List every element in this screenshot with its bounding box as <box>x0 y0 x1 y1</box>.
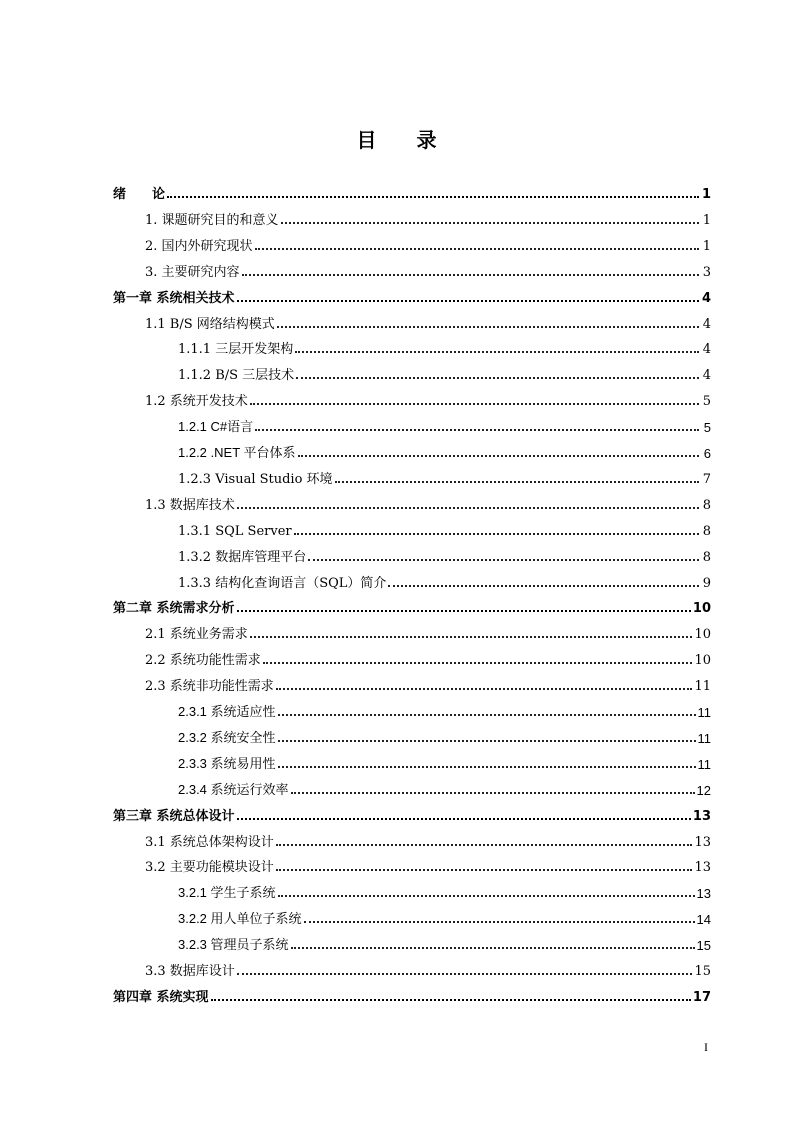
toc-leader-dots <box>237 972 693 975</box>
toc-entry-page: 11 <box>697 705 711 720</box>
toc-entry-label: 第一章 系统相关技术 <box>113 290 235 306</box>
toc-entry-level-2[interactable] <box>145 668 711 694</box>
toc-entry-label: 1.3.1 SQL Server <box>178 523 292 539</box>
toc-leader-dots <box>276 868 693 871</box>
toc-entry-level-3[interactable] <box>178 461 711 487</box>
page-number: I <box>704 1040 708 1054</box>
toc-entry-level-3[interactable] <box>178 720 711 746</box>
toc-entry-level-3[interactable] <box>178 901 711 927</box>
toc-entry-label: 2.3.4 系统运行效率 <box>178 781 289 797</box>
toc-entry-level-3[interactable] <box>178 513 711 539</box>
toc-entry-level-2[interactable] <box>145 824 711 850</box>
toc-leader-dots <box>277 325 699 328</box>
toc-entry-level-2[interactable] <box>145 202 711 228</box>
toc-entry-label: 1.3 数据库技术 <box>145 497 235 513</box>
toc-entry-level-3[interactable] <box>178 409 711 435</box>
toc-leader-dots <box>298 454 699 457</box>
toc-leader-dots <box>250 402 699 405</box>
toc-entry-label: 第三章 系统总体设计 <box>113 808 235 824</box>
toc-leader-dots <box>278 765 696 768</box>
toc-entry-page: 17 <box>692 989 711 1005</box>
toc-leader-dots <box>304 920 695 923</box>
toc-entry-page: 3 <box>702 264 711 280</box>
toc-entry-label: 3. 主要研究内容 <box>145 264 240 280</box>
toc-entry-label: 2.2 系统功能性需求 <box>145 653 261 669</box>
toc-leader-dots <box>276 843 693 846</box>
toc-entry-page: 1 <box>702 212 711 228</box>
toc-entry-level-2[interactable] <box>145 487 711 513</box>
toc-entry-page: 8 <box>702 497 711 513</box>
toc-entry-label: 2.1 系统业务需求 <box>145 627 248 643</box>
toc-leader-dots <box>278 894 695 897</box>
toc-entry-page: 4 <box>702 368 711 384</box>
toc-leader-dots <box>237 609 691 612</box>
toc-entry-level-1[interactable] <box>113 979 711 1005</box>
toc-entry-label: 绪 论 <box>113 187 166 202</box>
toc-leader-dots <box>242 273 699 276</box>
page-title-part2: 录 <box>416 128 437 152</box>
toc-entry-page: 10 <box>694 627 711 643</box>
toc-entry-label: 3.2.3 管理员子系统 <box>178 937 289 953</box>
toc-entry-page: 5 <box>703 420 711 436</box>
toc-entry-level-2[interactable] <box>145 953 711 979</box>
toc-entry-level-2[interactable] <box>145 254 711 280</box>
toc-entry-level-1[interactable] <box>113 798 711 824</box>
toc-leader-dots <box>281 221 699 224</box>
toc-entry-page: 1 <box>701 187 711 202</box>
toc-entry-level-2[interactable] <box>145 306 711 332</box>
toc-leader-dots <box>294 532 699 535</box>
toc-entry-label: 2. 国内外研究现状 <box>145 238 253 254</box>
toc-entry-page: 4 <box>702 342 711 358</box>
toc-entry-label: 1.2.3 Visual Studio 环境 <box>178 471 333 487</box>
toc-entry-label: 1.3.2 数据库管理平台 <box>178 549 307 565</box>
toc-entry-label: 2.3.2 系统安全性 <box>178 729 276 745</box>
toc-entry-level-3[interactable] <box>178 357 711 383</box>
toc-entry-page: 15 <box>694 964 711 979</box>
toc-leader-dots <box>255 428 699 431</box>
toc-entry-label: 1.1.2 B/S 三层技术 <box>178 368 295 384</box>
toc-entry-page: 13 <box>696 886 711 902</box>
toc-leader-dots <box>237 506 699 509</box>
toc-entry-label: 1.2.2 .NET 平台体系 <box>178 445 296 460</box>
toc-entry-level-1[interactable] <box>113 590 711 616</box>
toc-entry-label: 3.2.2 用人单位子系统 <box>178 911 302 927</box>
toc-entry-level-3[interactable] <box>178 435 711 461</box>
toc-entry-page: 11 <box>694 679 711 695</box>
toc-entry-label: 第二章 系统需求分析 <box>113 601 235 617</box>
toc-entry-level-3[interactable] <box>178 694 711 720</box>
toc-entry-level-3[interactable] <box>178 772 711 798</box>
toc-entry-level-2[interactable] <box>145 849 711 875</box>
toc-entry-level-3[interactable] <box>178 875 711 901</box>
toc-leader-dots <box>250 635 693 638</box>
toc-entry-level-3[interactable] <box>178 565 711 591</box>
toc-entry-page: 11 <box>697 756 711 772</box>
toc-entry-label: 3.2.1 学生子系统 <box>178 885 276 901</box>
toc-entry-level-2[interactable] <box>145 383 711 409</box>
toc-entry-level-1[interactable] <box>113 176 711 202</box>
toc-leader-dots <box>237 299 699 302</box>
toc-leader-dots <box>278 713 696 716</box>
toc-entry-label: 1.3.3 结构化查询语言（SQL）简介 <box>178 575 387 591</box>
toc-entry-page: 4 <box>701 290 711 306</box>
toc-entry-level-2[interactable] <box>145 642 711 668</box>
toc-leader-dots <box>276 687 693 690</box>
toc-entry-level-3[interactable] <box>178 927 711 953</box>
toc-leader-dots <box>388 584 699 587</box>
toc-leader-dots <box>263 661 693 664</box>
toc-entry-level-2[interactable] <box>145 228 711 254</box>
toc-leader-dots <box>211 998 691 1001</box>
toc-entry-page: 4 <box>702 316 711 332</box>
toc-entry-label: 2.3.1 系统适应性 <box>178 704 276 719</box>
toc-entry-level-3[interactable] <box>178 331 711 357</box>
toc-entry-page: 8 <box>702 549 711 565</box>
toc-entry-page: 13 <box>694 834 711 850</box>
toc-entry-label: 1.1.1 三层开发架构 <box>178 342 294 358</box>
toc-leader-dots <box>291 791 695 794</box>
toc-entry-level-2[interactable] <box>145 616 711 642</box>
toc-leader-dots <box>278 739 696 742</box>
toc-entry-page: 1 <box>702 238 711 254</box>
toc-entry-level-3[interactable] <box>178 539 711 565</box>
toc-leader-dots <box>335 480 699 483</box>
toc-entry-label: 1.1 B/S 网络结构模式 <box>145 316 275 332</box>
toc-entry-label: 1.2.1 C#语言 <box>178 419 254 435</box>
toc-entry-level-1[interactable] <box>113 280 711 306</box>
page-title <box>0 124 793 153</box>
toc-entry-label: 3.1 系统总体架构设计 <box>145 834 274 850</box>
toc-entry-level-3[interactable] <box>178 746 711 772</box>
toc-entry-page: 11 <box>697 730 711 746</box>
toc-leader-dots <box>295 350 699 353</box>
toc-entry-page: 7 <box>702 471 711 487</box>
toc-leader-dots <box>308 558 699 561</box>
toc-entry-page: 13 <box>694 860 711 876</box>
toc-leader-dots <box>167 195 699 198</box>
toc-entry-label: 1. 课题研究目的和意义 <box>145 212 279 228</box>
toc-entry-page: 9 <box>702 575 711 591</box>
toc-entry-page: 6 <box>703 446 711 461</box>
toc-entry-label: 第四章 系统实现 <box>113 989 209 1005</box>
toc-entry-label: 3.3 数据库设计 <box>145 964 235 979</box>
toc-entry-page: 5 <box>702 394 711 410</box>
toc-entry-page: 8 <box>702 523 711 539</box>
toc-leader-dots <box>291 946 695 949</box>
toc-leader-dots <box>296 376 699 379</box>
toc-entry-label: 2.3.3 系统易用性 <box>178 755 276 771</box>
page-title-part1: 目 <box>356 128 377 152</box>
toc-entry-page: 14 <box>696 912 711 928</box>
toc-entry-label: 3.2 主要功能模块设计 <box>145 860 274 876</box>
toc-entry-page: 12 <box>696 782 711 798</box>
toc-leader-dots <box>237 817 691 820</box>
toc-entry-label: 1.2 系统开发技术 <box>145 394 248 410</box>
toc-entry-page: 10 <box>692 601 711 617</box>
toc-entry-page: 13 <box>692 808 711 824</box>
toc-entry-page: 10 <box>694 653 711 669</box>
toc-entry-page: 15 <box>696 938 711 954</box>
toc-leader-dots <box>255 247 699 250</box>
toc-entry-label: 2.3 系统非功能性需求 <box>145 679 274 695</box>
